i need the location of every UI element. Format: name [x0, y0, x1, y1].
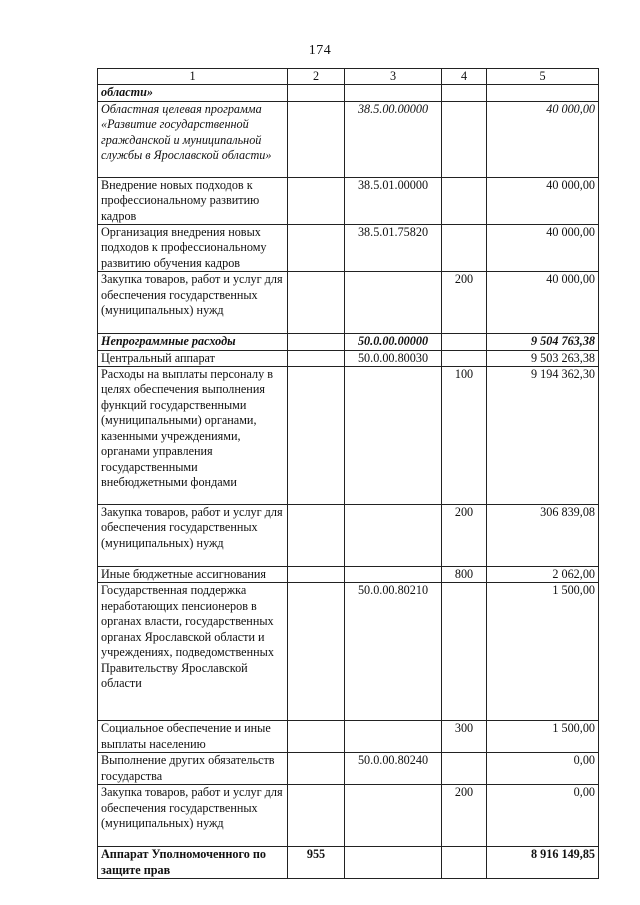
row-amount-cell: 0,00 — [487, 753, 599, 785]
row-code-cell — [345, 567, 442, 583]
row-type-cell: 200 — [442, 785, 487, 847]
row-dept-cell — [288, 567, 345, 583]
row-type-cell: 100 — [442, 367, 487, 505]
row-amount-cell: 2 062,00 — [487, 567, 599, 583]
row-code-cell: 50.0.00.80030 — [345, 350, 442, 366]
row-name-cell: Расходы на выплаты персоналу в целях обеспечения выполнения функций государственными (муниципальными) органами, казенными учреждениями, органами управления государственными внебюджетными фондами — [98, 367, 288, 505]
row-code-cell — [345, 785, 442, 847]
header-row — [98, 69, 599, 85]
row-amount-cell: 1 500,00 — [487, 583, 599, 721]
row-type-cell — [442, 583, 487, 721]
row-amount-cell: 9 503 263,38 — [487, 350, 599, 366]
row-dept-cell — [288, 272, 345, 334]
row-dept-cell — [288, 225, 345, 272]
row-name-cell: области» — [98, 85, 288, 101]
row-amount-cell: 8 916 149,85 — [487, 847, 599, 879]
table-row — [98, 350, 599, 366]
row-amount-cell: 9 194 362,30 — [487, 367, 599, 505]
row-dept-cell — [288, 85, 345, 101]
row-type-cell — [442, 225, 487, 272]
col-header-amount: 5 — [487, 69, 599, 85]
table-row — [98, 847, 599, 879]
row-code-cell — [345, 847, 442, 879]
row-amount-cell — [487, 85, 599, 101]
row-amount-cell: 40 000,00 — [487, 101, 599, 177]
table-body — [98, 85, 599, 879]
row-code-cell: 38.5.01.00000 — [345, 177, 442, 224]
row-dept-cell — [288, 505, 345, 567]
row-name-cell: Социальное обеспечение и иные выплаты населению — [98, 721, 288, 753]
row-dept-cell: 955 — [288, 847, 345, 879]
row-amount-cell: 1 500,00 — [487, 721, 599, 753]
row-code-cell: 38.5.00.00000 — [345, 101, 442, 177]
table-row — [98, 721, 599, 753]
row-type-cell — [442, 85, 487, 101]
table-row — [98, 505, 599, 567]
col-header-name: 1 — [98, 69, 288, 85]
page-number: 174 — [308, 43, 332, 58]
table-header — [98, 69, 599, 85]
table-row — [98, 85, 599, 101]
row-dept-cell — [288, 350, 345, 366]
row-code-cell — [345, 367, 442, 505]
row-type-cell — [442, 847, 487, 879]
row-dept-cell — [288, 367, 345, 505]
row-code-cell: 50.0.00.00000 — [345, 334, 442, 350]
row-name-cell: Внедрение новых подходов к профессиональному развитию кадров — [98, 177, 288, 224]
table-row — [98, 753, 599, 785]
col-header-code: 3 — [345, 69, 442, 85]
row-type-cell — [442, 334, 487, 350]
row-amount-cell: 306 839,08 — [487, 505, 599, 567]
row-name-cell: Организация внедрения новых подходов к профессиональному развитию обучения кадров — [98, 225, 288, 272]
row-code-cell — [345, 85, 442, 101]
row-name-cell: Непрограммные расходы — [98, 334, 288, 350]
row-amount-cell: 40 000,00 — [487, 225, 599, 272]
row-type-cell: 800 — [442, 567, 487, 583]
row-type-cell: 200 — [442, 272, 487, 334]
col-header-dept: 2 — [288, 69, 345, 85]
table-row — [98, 785, 599, 847]
budget-table — [97, 68, 599, 879]
table-row — [98, 225, 599, 272]
row-name-cell: Закупка товаров, работ и услуг для обеспечения государственных (муниципальных) нужд — [98, 272, 288, 334]
row-code-cell: 38.5.01.75820 — [345, 225, 442, 272]
table-row — [98, 272, 599, 334]
table-row — [98, 101, 599, 177]
row-code-cell: 50.0.00.80240 — [345, 753, 442, 785]
row-dept-cell — [288, 721, 345, 753]
row-name-cell: Государственная поддержка неработающих пенсионеров в органах власти, государственных органах Ярославской области и учреждениях, подведомственных Правительству Ярославской области — [98, 583, 288, 721]
row-name-cell: Закупка товаров, работ и услуг для обеспечения государственных (муниципальных) нужд — [98, 505, 288, 567]
row-dept-cell — [288, 753, 345, 785]
row-type-cell: 300 — [442, 721, 487, 753]
row-name-cell: Центральный аппарат — [98, 350, 288, 366]
row-amount-cell: 40 000,00 — [487, 272, 599, 334]
row-name-cell: Иные бюджетные ассигнования — [98, 567, 288, 583]
table-row — [98, 177, 599, 224]
table-row — [98, 334, 599, 350]
row-amount-cell: 0,00 — [487, 785, 599, 847]
row-type-cell — [442, 101, 487, 177]
row-code-cell — [345, 721, 442, 753]
row-amount-cell: 9 504 763,38 — [487, 334, 599, 350]
table-row — [98, 367, 599, 505]
table-row — [98, 567, 599, 583]
row-type-cell — [442, 350, 487, 366]
row-code-cell: 50.0.00.80210 — [345, 583, 442, 721]
row-type-cell — [442, 177, 487, 224]
row-name-cell: Областная целевая программа «Развитие государственной гражданской и муниципальной службы в Ярославской области» — [98, 101, 288, 177]
row-amount-cell: 40 000,00 — [487, 177, 599, 224]
row-code-cell — [345, 505, 442, 567]
row-dept-cell — [288, 101, 345, 177]
row-type-cell — [442, 753, 487, 785]
row-dept-cell — [288, 334, 345, 350]
col-header-type: 4 — [442, 69, 487, 85]
row-dept-cell — [288, 785, 345, 847]
row-name-cell: Аппарат Уполномоченного по защите прав — [98, 847, 288, 879]
row-dept-cell — [288, 177, 345, 224]
row-code-cell — [345, 272, 442, 334]
row-type-cell: 200 — [442, 505, 487, 567]
table-row — [98, 583, 599, 721]
row-dept-cell — [288, 583, 345, 721]
row-name-cell: Выполнение других обязательств государства — [98, 753, 288, 785]
row-name-cell: Закупка товаров, работ и услуг для обеспечения государственных (муниципальных) нужд — [98, 785, 288, 847]
